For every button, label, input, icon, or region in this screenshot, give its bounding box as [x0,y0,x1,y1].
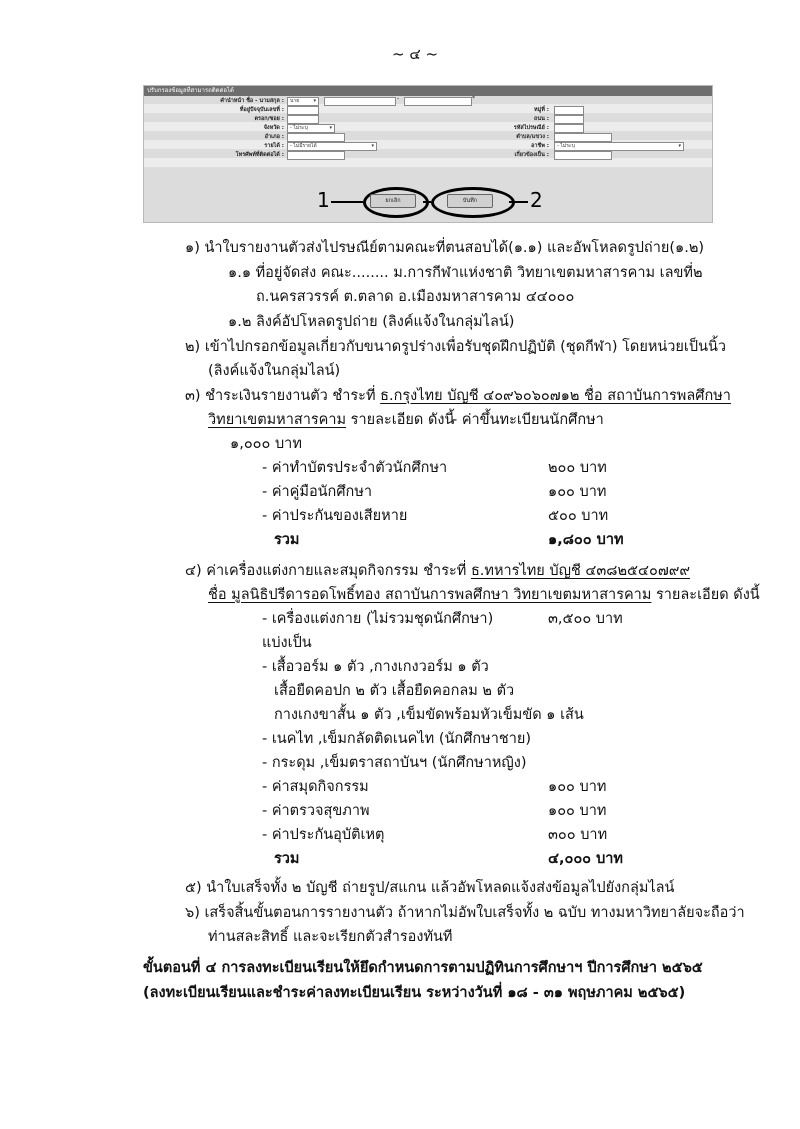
label-name: คำนำหน้า ชื่อ - นามสกุล : [220,98,284,104]
fee-registration-label: - ค่าขึ้นทะเบียนนักศึกษา [452,412,604,428]
step-4-dates: (ลงทะเบียนเรียนและชำระค่าลงทะเบียนเรียน ระหว่างวันที่ ๑๘ - ๓๑ พฤษภาคม ๒๕๖๕) [143,985,686,1001]
item-3-line1: ๓) ชำระเงินรายงานตัว ชำระที่ ธ.กรุงไทย บัญชี ๔๐๙๖๐๖๐๗๑๒ ชื่อ สถาบันการพลศึกษา [185,388,731,404]
cost-row-label: - ค่าประกันอุบัติเหตุ [262,827,385,843]
income-select[interactable]: - ไม่มีรายได้ ▾ [287,142,377,151]
province-select[interactable]: - ไม่ระบุ ▾ [287,124,335,133]
fee-total-amount: ๑,๘๐๐ บาท [548,532,624,548]
fee-row-amount: ๑๐๐ บาท [548,484,607,500]
item-6-line1: ๖) เสร็จสิ้นขั้นตอนการรายงานตัว ถ้าหากไม่อัพใบเสร็จทั้ง ๒ ฉบับ ทางมหาวิทยาลัยจะถือว่า [185,905,745,921]
label-relation: เกี่ยวข้องเป็น : [514,152,549,158]
item-6-line2: ท่านสละสิทธิ์ และจะเรียกตัวสำรองทันที [208,929,453,945]
uniform-label: - เครื่องแต่งกาย (ไม่รวมชุดนักศึกษา) [262,611,494,627]
step-4-heading: ขั้นตอนที่ ๔ การลงทะเบียนเรียนให้ยึดกำหนดการตามปฏิทินการศึกษาฯ ปีการศึกษา ๒๕๖๕ [143,960,703,976]
fee-row-amount: ๕๐๐ บาท [548,508,609,524]
label-postcode: รหัสไปรษณีย์ : [513,125,549,131]
label-province: จังหวัด : [263,125,284,131]
label-district: อำเภอ : [264,134,284,140]
address-input[interactable] [287,106,319,115]
relation-input[interactable] [554,151,612,160]
moo-input[interactable] [554,106,584,115]
cost-total-label: รวม [274,851,300,867]
cost-row-amount: ๑๐๐ บาท [548,779,607,795]
ktb-account-campus: วิทยาเขตมหาสารคาม [208,412,347,428]
marker-2-line [509,201,528,203]
label-subdistrict: ตำบล/แขวง : [516,134,549,140]
district-input[interactable] [287,133,345,142]
item-2-line2: (ลิงค์แจ้งในกลุ่มไลน์) [208,363,341,379]
uniform-divided: แบ่งเป็น [262,635,312,651]
item-1-1-line1: ๑.๑ ที่อยู่จัดส่ง คณะ........ ม.การกีฬาแห่งชาติ วิทยาเขตมหาสารคาม เลขที่๒ [228,265,703,281]
marker-2: 2 [530,188,543,212]
subdistrict-input[interactable] [554,133,612,142]
first-name-input[interactable] [324,97,396,106]
cost-row-amount: ๓๐๐ บาท [548,827,608,843]
form-header: ปรับกรองข้อมูลที่สามารถติดต่อได้ [144,86,712,96]
marker-1: 1 [317,188,330,212]
cancel-button[interactable]: ยกเลิก [370,194,416,208]
cost-row-label: - ค่าสมุดกิจกรรม [262,779,369,795]
uniform-set-5: - กระดุม ,เข็มตราสถาบันฯ (นักศึกษาหญิง) [262,755,527,771]
uniform-set-3: กางเกงขาสั้น ๑ ตัว ,เข็มขัดพร้อมหัวเข็มขัด ๑ เส้น [274,707,584,723]
label-career: อาชีพ : [531,143,549,149]
item-1-2: ๑.๒ ลิงค์อัปโหลดรูปถ่าย (ลิงค์แจ้งในกลุ่มไลน์) [228,314,515,330]
cost-total-amount: ๔,๐๐๐ บาท [548,851,623,867]
item-4-line2: ชื่อ มูลนิธิปรีดารอดโพธิ์ทอง สถาบันการพลศึกษา วิทยาเขตมหาสารคาม รายละเอียด ดังนี้ [208,587,760,603]
fee-total-label: รวม [274,532,300,548]
road-input[interactable] [554,115,584,124]
uniform-set-2: เสื้อยืดคอปก ๒ ตัว เสื้อยืดคอกลม ๒ ตัว [274,683,515,699]
fee-row-amount: ๒๐๐ บาท [548,460,607,476]
item-1-1-line2: ถ.นครสวรรค์ ต.ตลาด อ.เมืองมหาสารคาม ๔๔๐๐๐ [256,289,575,305]
page-number: ~ ๔ ~ [392,45,439,63]
label-address: ที่อยู่ปัจจุบันเลขที่ : [239,107,284,113]
tmb-account-name: ชื่อ มูลนิธิปรีดารอดโพธิ์ทอง สถาบันการพลศึกษา วิทยาเขตมหาสารคาม [208,587,652,603]
tmb-account: ธ.ทหารไทย บัญชี ๔๓๘๒๕๔๐๗๙๙ [470,563,690,579]
prefix-select[interactable]: นาย ▾ [287,97,319,106]
item-5: ๕) นำใบเสร็จทั้ง ๒ บัญชี ถ่ายรูป/สแกน แล้วอัพโหลดแจ้งส่งข้อมูลไปยังกลุ่มไลน์ [185,880,675,896]
name-dash: - [397,95,400,102]
label-income: รายได้ : [264,143,284,149]
career-select[interactable]: - ไม่ระบุ ▾ [554,142,684,151]
item-2-line1: ๒) เข้าไปกรอกข้อมูลเกี่ยวกับขนาดรูปร่างเพื่อรับชุดฝึกปฏิบัติ (ชุดกีฬา) โดยหน่วยเป็นนิ้ว [185,339,727,355]
phone-input[interactable] [287,151,345,160]
fee-registration-amount: ๑,๐๐๐ บาท [230,436,302,452]
cost-row-amount: ๑๐๐ บาท [548,803,607,819]
label-phone: โทรศัพท์ที่ติดต่อได้ : [235,152,284,158]
uniform-set-4: - เนคไท ,เข็มกลัดติดเนคไท (นักศึกษาชาย) [262,731,532,747]
uniform-set-1: - เสื้อวอร์ม ๑ ตัว ,กางเกงวอร์ม ๑ ตัว [262,659,489,675]
postcode-input[interactable] [554,124,584,133]
save-button[interactable]: บันทึก [447,194,493,208]
fee-row-label: - ค่าประกันของเสียหาย [262,508,408,524]
connector-line [423,201,431,203]
fee-row-label: - ค่าทำบัตรประจำตัวนักศึกษา [262,460,448,476]
item-4-line1: ๔) ค่าเครื่องแต่งกายและสมุดกิจกรรม ชำระที่ ธ.ทหารไทย บัญชี ๔๓๘๒๕๔๐๗๙๙ [185,563,690,579]
fee-row-label: - ค่าคู่มือนักศึกษา [262,484,373,500]
required-star: * [472,95,475,102]
last-name-input[interactable] [404,97,472,106]
uniform-amount: ๓,๕๐๐ บาท [548,611,623,627]
label-road: ถนน : [534,116,549,122]
marker-1-line [331,201,363,203]
item-1: ๑) นำใบรายงานตัวส่งไปรษณีย์ตามคณะที่ตนสอบได้(๑.๑) และอัพโหลดรูปถ่าย(๑.๒) [185,240,705,256]
registration-form-screenshot [143,85,713,223]
item-3-line2: วิทยาเขตมหาสารคาม รายละเอียด ดังนี้ [208,412,455,428]
label-soi: ตรอก/ซอย : [254,116,284,122]
ktb-account: ธ.กรุงไทย บัญชี ๔๐๙๖๐๖๐๗๑๒ ชื่อ สถาบันการพลศึกษา [380,388,731,404]
soi-input[interactable] [287,115,319,124]
label-moo: หมู่ที่ : [534,107,549,113]
cost-row-label: - ค่าตรวจสุขภาพ [262,803,370,819]
